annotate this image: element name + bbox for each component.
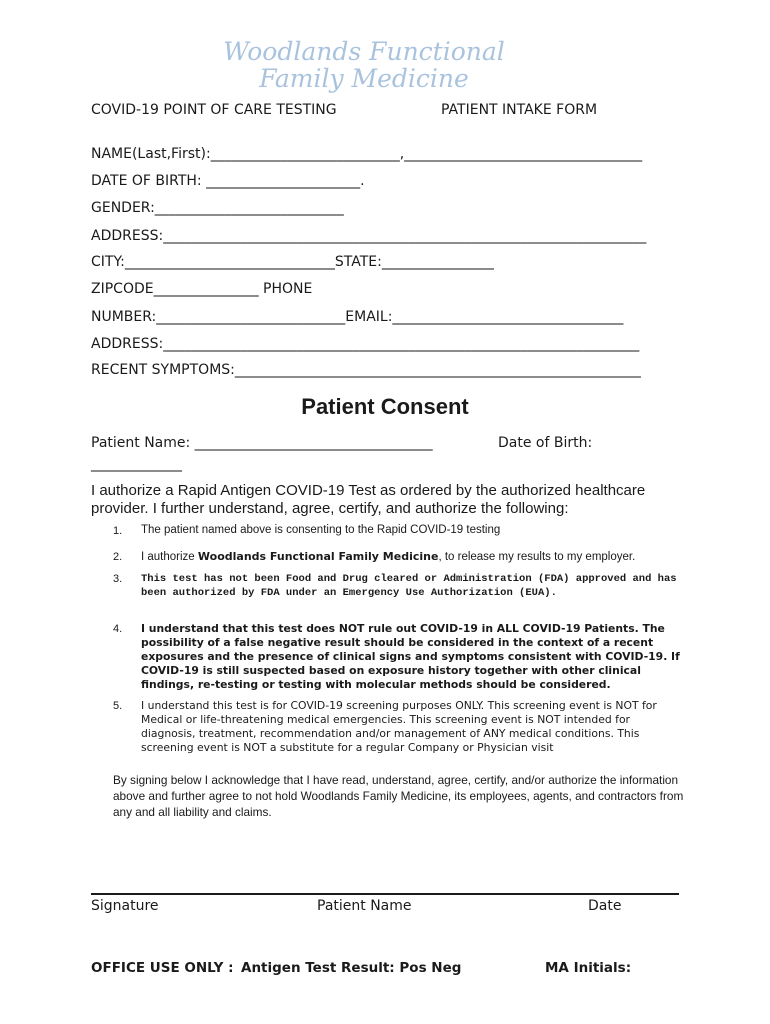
item-number: 3. <box>113 573 123 585</box>
consent-item: I understand that this test does NOT rule out COVID-19 in ALL COVID-19 Patients. The possibility of a false negative result should be considered in the context of a recent exposures and the presence of clinical signs and symptoms consistent with COVID-19. If COVID-19 is still suspected based on exposure history together with other clinical findings, re-testing or testing with molecular methods should be considered. <box>141 622 680 691</box>
item-number: 1. <box>113 525 123 537</box>
patient-name-label: Patient Name <box>317 898 412 914</box>
ma-initials-label: MA Initials: <box>545 960 632 976</box>
clinic-name: Woodlands Functional Family Medicine <box>197 550 439 563</box>
logo-line-2: Family Medicine <box>259 64 469 93</box>
signature-label: Signature <box>91 898 159 914</box>
acknowledgement-text: By signing below I acknowledge that I have read, understand, agree, certify, and/or authorize the information above and further agree to not hold Woodlands Family Medicine, its employees, agents, and contractors from any and all liability and claims. <box>113 773 684 819</box>
antigen-test-result: Antigen Test Result: Pos Neg <box>241 960 462 976</box>
clinic-logo <box>214 38 514 92</box>
zipcode-phone-field[interactable]: ZIPCODE_______________ PHONE <box>91 281 313 297</box>
item-prefix: I authorize <box>141 551 198 563</box>
office-use-label: OFFICE USE ONLY : <box>91 960 234 976</box>
date-label: Date <box>588 898 622 914</box>
consent-patient-name-field[interactable]: Patient Name: __________________________________ <box>91 435 433 451</box>
consent-dob-line[interactable]: _____________ <box>91 456 182 472</box>
signature-line[interactable] <box>91 893 679 895</box>
consent-title: Patient Consent <box>301 394 469 419</box>
address-field[interactable]: ADDRESS:_____________________________________________________________________ <box>91 228 647 244</box>
consent-item: I understand this test is for COVID-19 screening purposes ONLY. This screening event is NOT for Medical or life-threatening medical emergencies. This screening event is NOT intended for diagnosis, treatment, recommendation and/or management of ANY medical conditions. This screening event is NOT a substitute for a regular Company or Physician visit <box>141 699 657 754</box>
consent-dob-label: Date of Birth: <box>498 435 593 451</box>
consent-item: This test has not been Food and Drug cleared or Administration (FDA) approved and has been authorized by FDA under an Emergency Use Authorization (EUA). <box>141 573 677 599</box>
item-number: 2. <box>113 551 123 563</box>
city-state-field[interactable]: CITY:______________________________STATE:________________ <box>91 254 494 270</box>
item-number: 5. <box>113 700 123 712</box>
item-suffix: , to release my results to my employer. <box>438 551 636 563</box>
consent-intro: I authorize a Rapid Antigen COVID-19 Test as ordered by the authorized healthcare provider. I further understand, agree, certify, and authorize the following: <box>91 482 646 517</box>
consent-item: The patient named above is consenting to the Rapid COVID-19 testing <box>141 524 501 536</box>
consent-item <box>141 550 686 563</box>
item-number: 4. <box>113 623 123 635</box>
logo-line-1: Woodlands Functional <box>223 37 505 66</box>
name-field[interactable]: NAME(Last,First):___________________________,__________________________________ <box>91 146 643 162</box>
form-title-right: PATIENT INTAKE FORM <box>441 102 598 118</box>
dob-field[interactable]: DATE OF BIRTH: ______________________. <box>91 173 365 189</box>
recent-symptoms-field[interactable]: RECENT SYMPTOMS:__________________________________________________________ <box>91 362 641 378</box>
gender-field[interactable]: GENDER:___________________________ <box>91 200 344 216</box>
number-email-field[interactable]: NUMBER:___________________________EMAIL:_________________________________ <box>91 309 624 325</box>
form-title-left: COVID-19 POINT OF CARE TESTING <box>91 102 337 118</box>
address-2-field[interactable]: ADDRESS:____________________________________________________________________ <box>91 336 640 352</box>
